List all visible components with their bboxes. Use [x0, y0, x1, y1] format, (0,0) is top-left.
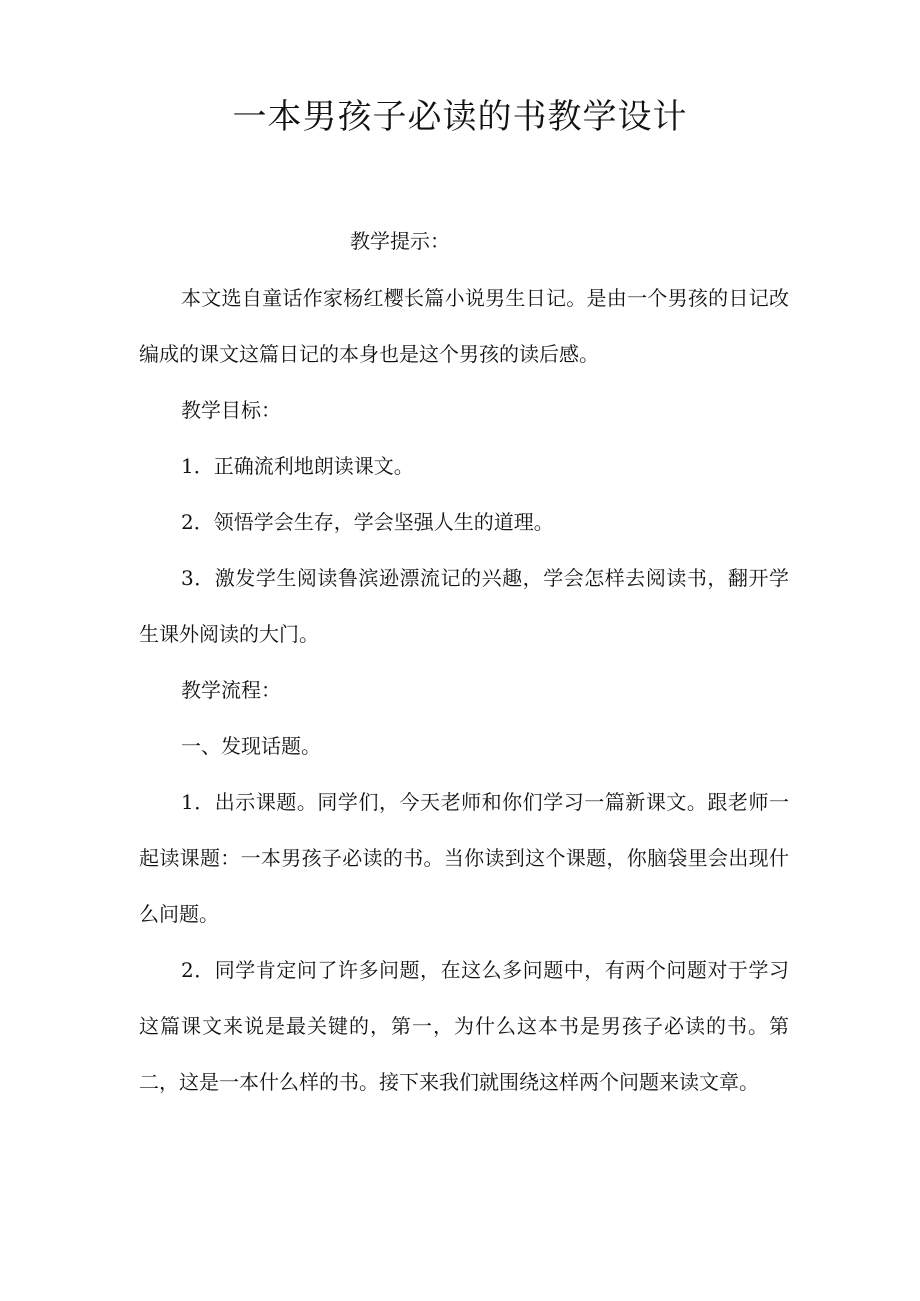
goal-item-1: 1．正确流利地朗读课文。	[181, 454, 414, 478]
teaching-goals-heading: 教学目标：	[181, 398, 281, 422]
step-paragraph-1: 1．出示课题。同学们，今天老师和你们学习一篇新课文。跟老师一起读课题：一本男孩子必读的书。当你读到这个课题，你脑袋里会出现什么问题。	[139, 790, 789, 926]
goal-item-3: 3．激发学生阅读鲁滨逊漂流记的兴趣，学会怎样去阅读书，翻开学生课外阅读的大门。	[139, 566, 789, 646]
step-paragraph-2: 2．同学肯定问了许多问题，在这么多问题中，有两个问题对于学习这篇课文来说是最关键的，第一，为什么这本书是男孩子必读的书。第二，这是一本什么样的书。接下来我们就围绕这样两个问题来读文章。	[139, 958, 789, 1094]
goal-item-2: 2．领悟学会生存，学会坚强人生的道理。	[181, 510, 554, 534]
intro-paragraph: 本文选自童话作家杨红樱长篇小说男生日记。是由一个男孩的日记改编成的课文这篇日记的本身也是这个男孩的读后感。	[139, 286, 789, 366]
teaching-flow-heading: 教学流程：	[181, 678, 281, 702]
teaching-hint-heading: 教学提示：	[350, 229, 450, 253]
section-heading-1: 一、发现话题。	[181, 734, 321, 758]
document-title: 一本男孩子必读的书教学设计	[232, 97, 688, 137]
